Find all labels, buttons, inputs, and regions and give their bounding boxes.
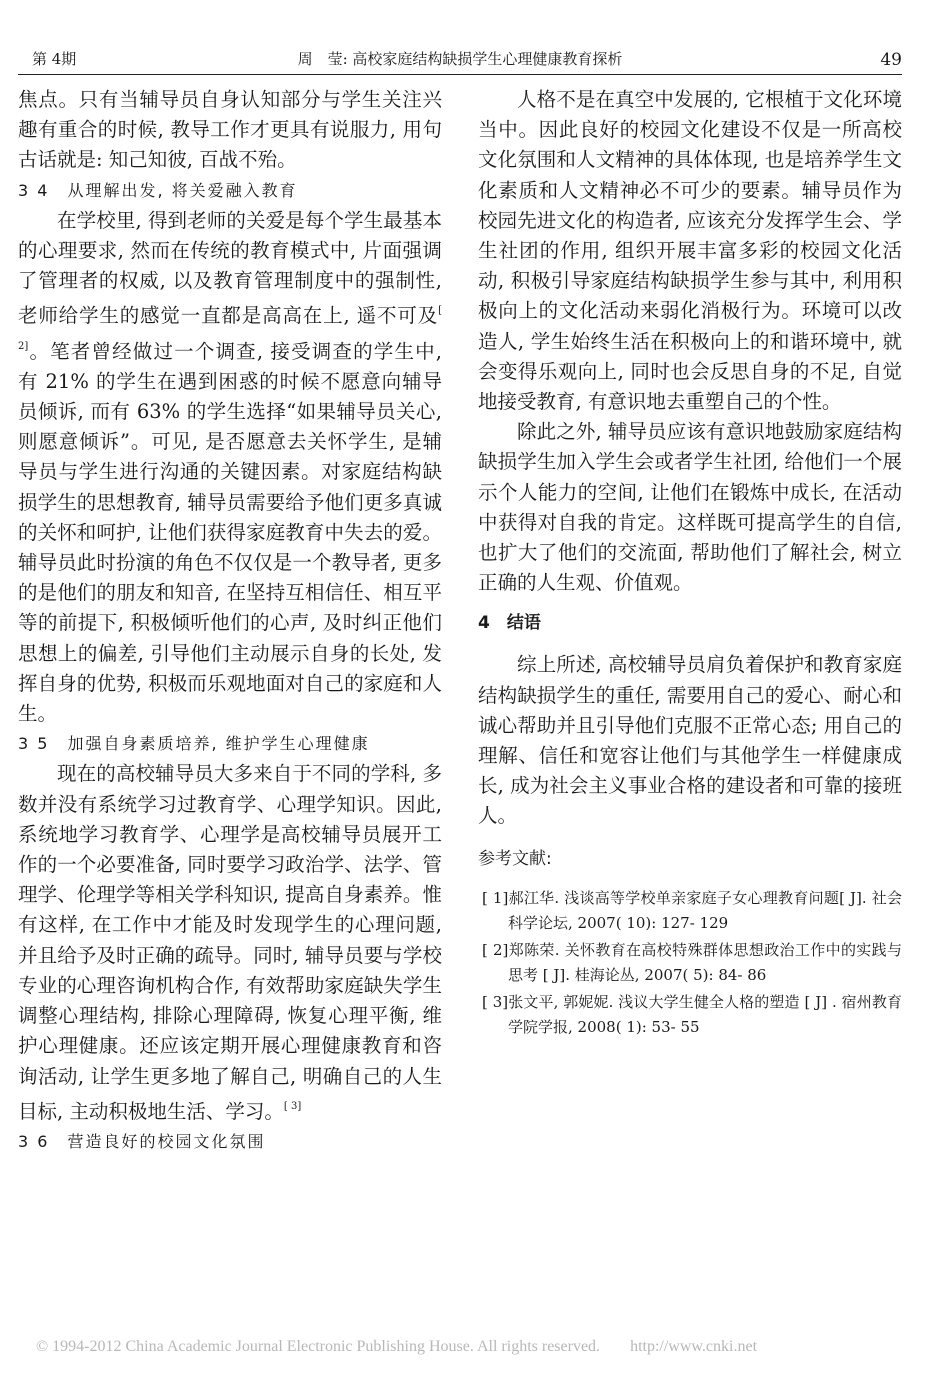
citation-ref-3: [ 3]	[283, 1100, 302, 1112]
copyright-text: © 1994-2012 China Academic Journal Electronic Publishing House. All rights reserved.	[36, 1338, 601, 1355]
section-heading-3-6: 3 6 营造良好的校园文化氛围	[18, 1131, 266, 1151]
reference-item: [ 1]郝江华. 浅谈高等学校单亲家庭子女心理教育问题[ J]. 社会科学论坛, 2007( 10): 127- 129	[482, 888, 902, 932]
reference-item: [ 3]张文平, 郭妮妮. 浅议大学生健全人格的塑造 [ J] . 宿州教育学院学报, 2008( 1): 53- 55	[482, 992, 902, 1036]
right-column	[478, 85, 902, 1042]
clubs-paragraph: 除此之外, 辅导员应该有意识地鼓励家庭结构缺损学生加入学生会或者学生社团, 给他们一个展示个人能力的空间, 让他们在锻炼中成长, 在活动中获得对自我的肯定。这样既可提高学生的自信, 也扩大了他们的交流面, 帮助他们了解社会, 树立正确的人生观、价值观。	[478, 420, 902, 595]
issue-label: 第 4期	[32, 50, 77, 68]
left-column	[18, 85, 442, 1157]
running-title: 周 莹: 高校家庭结构缺损学生心理健康教育探析	[297, 50, 623, 68]
cnki-link[interactable]: http://www.cnki.net	[630, 1338, 758, 1355]
references-title: 参考文献:	[478, 848, 552, 869]
intro-paragraph: 焦点。只有当辅导员自身认知部分与学生关注兴趣有重合的时候, 教导工作才更具有说服力, 用句古话就是: 知己知彼, 百战不殆。	[18, 88, 442, 172]
culture-paragraph: 人格不是在真空中发展的, 它根植于文化环境当中。因此良好的校园文化建设不仅是一所高校文化氛围和人文精神的具体体现, 也是培养学生文化素质和人文精神必不可少的要素。辅导员作为校园先进文化的构造者, 应该充分发挥学生会、学生社团的作用, 组织开展丰富多彩的校园文化活动, 积极引导家庭结构缺损学生参与其中, 利用积极向上的文化活动来弱化消极行为。环境可以改造人, 学生始终生活在积极向上的和谐环境中, 就会变得乐观向上, 同时也会反思自身的不足, 自觉地接受教育, 有意识地去重塑自己的个性。	[478, 88, 902, 414]
section-3-4-text-a: 在学校里, 得到老师的关爱是每个学生最基本的心理要求, 然而在传统的教育模式中, 片面强调了管理者的权威, 以及教育管理制度中的强制性, 老师给学生的感觉一直都是高高在上, 遥不可及	[18, 208, 442, 328]
reference-item: [ 2]郑陈荣. 关怀教育在高校特殊群体思想政治工作中的实践与思考 [ J]. 桂海论丛, 2007( 5): 84- 86	[482, 940, 902, 984]
section-3-5-paragraph	[18, 759, 442, 1126]
section-3-4-paragraph	[18, 206, 442, 729]
section-heading-3-4: 3 4 从理解出发, 将关爱融入教育	[18, 180, 298, 200]
section-3-5-text: 现在的高校辅导员大多来自于不同的学科, 多数并没有系统学习过教育学、心理学知识。因此, 系统地学习教育学、心理学是高校辅导员展开工作的一个必要准备, 同时要学习政治学、法学、管理学、伦理学等相关学科知识, 提高自身素养。惟有这样, 在工作中才能及时发现学生的心理问题, 并且给予及时正确的疏导。同时, 辅导员要与学校专业的心理咨询机构合作, 有效帮助家庭缺失学生调整心理结构, 排除心理障碍, 恢复心理平衡, 维护心理健康。还应该定期开展心理健康教育和咨询活动, 让学生更多地了解自己, 明确自己的人生目标, 主动积极地生活、学习。	[18, 762, 442, 1123]
copyright-footer	[36, 1338, 936, 1356]
conclusion-paragraph: 综上所述, 高校辅导员肩负着保护和教育家庭结构缺损学生的重任, 需要用自己的爱心、耐心和诚心帮助并且引导他们克服不正常心态; 用自己的理解、信任和宽容让他们与其他学生一样健康成长, 成为社会主义事业合格的建设者和可靠的接班人。	[478, 653, 902, 828]
section-heading-4: 4 结语	[478, 613, 541, 634]
section-3-4-text-b: 。笔者曾经做过一个调查, 接受调查的学生中, 有 21% 的学生在遇到困惑的时候不愿意向辅导员倾诉, 而有 63% 的学生选择“如果辅导员关心, 则愿意倾诉”。可见, 是否愿意去关怀学生, 是辅导员与学生进行沟通的关键因素。对家庭结构缺损学生的思想教育, 辅导员需要给予他们更多真诚的关怀和呵护, 让他们获得家庭教育中失去的爱。辅导员此时扮演的角色不仅仅是一个教导者, 更多的是他们的朋友和知音, 在坚持互相信任、相互平等的前提下, 积极倾听他们的心声, 及时纠正他们思想上的偏差, 引导他们主动展示自身的长处, 发挥自身的优势, 积极而乐观地面对自己的家庭和人生。	[18, 339, 442, 726]
page-number: 49	[880, 50, 902, 70]
running-header	[18, 46, 902, 75]
citation-ref-2: [ 2]	[18, 305, 442, 352]
section-heading-3-5: 3 5 加强自身素质培养, 维护学生心理健康	[18, 734, 370, 754]
